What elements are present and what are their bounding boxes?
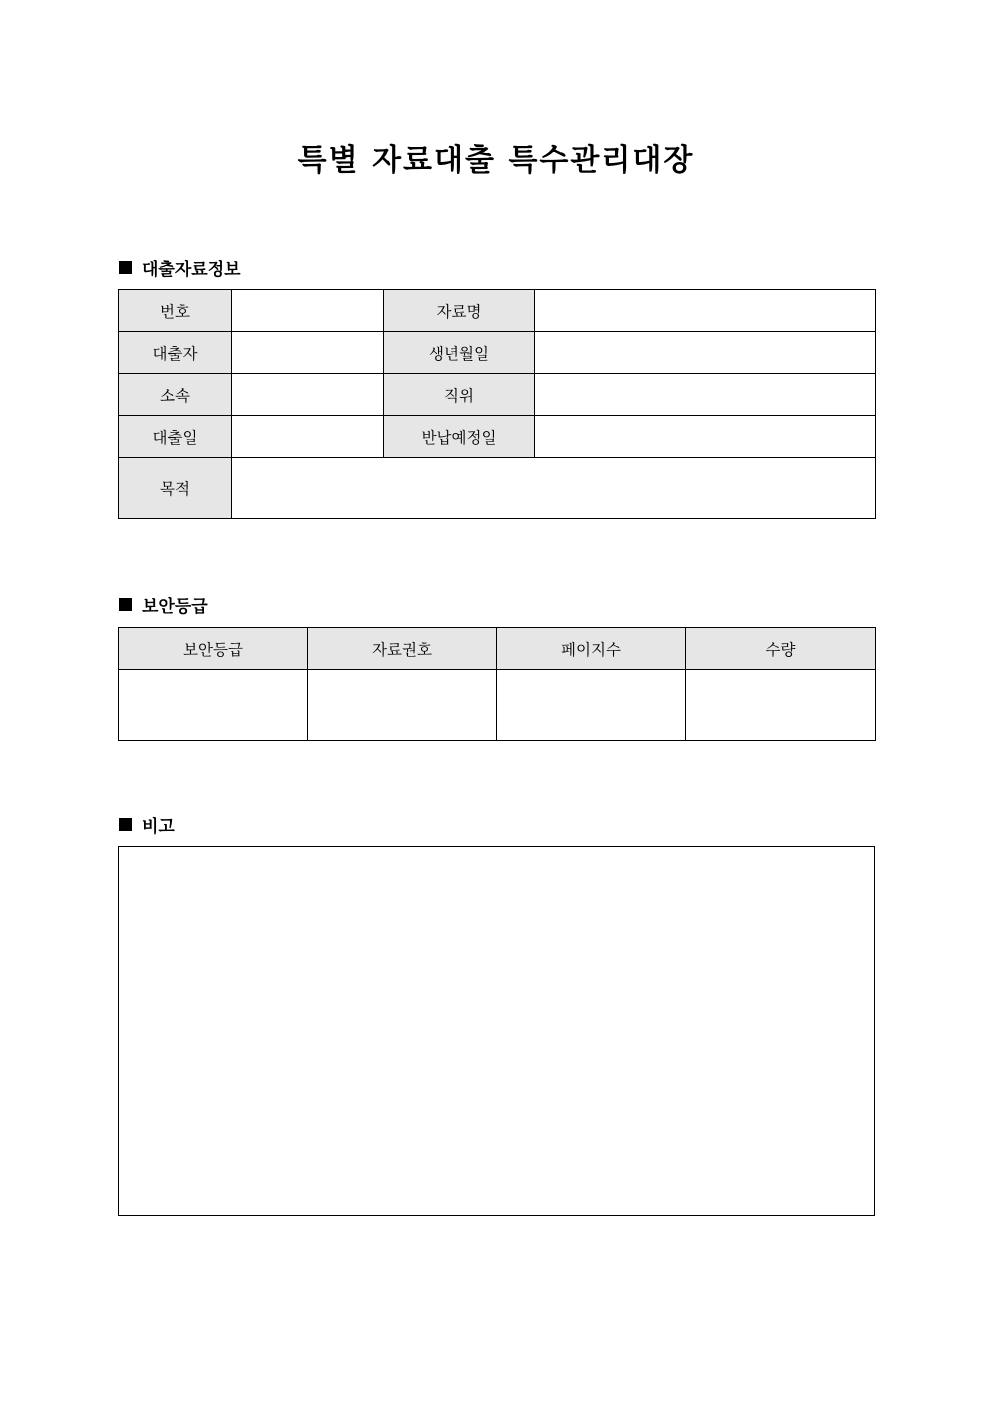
label-number: 번호	[119, 290, 232, 332]
section-heading-label: 대출자료정보	[142, 260, 241, 280]
square-bullet-icon	[119, 598, 132, 611]
section-heading-loan-info	[119, 255, 241, 280]
field-security-grade[interactable]	[119, 670, 308, 741]
label-material-name: 자료명	[384, 290, 535, 332]
square-bullet-icon	[119, 261, 132, 274]
field-borrower[interactable]	[232, 332, 384, 374]
table-row	[119, 332, 876, 374]
column-header-page-count: 페이지수	[497, 628, 686, 670]
column-header-quantity: 수량	[686, 628, 876, 670]
label-purpose: 목적	[119, 458, 232, 519]
page-title: 특별 자료대출 특수관리대장	[297, 143, 695, 178]
field-return-due-date[interactable]	[535, 416, 876, 458]
field-affiliation[interactable]	[232, 374, 384, 416]
field-purpose[interactable]	[232, 458, 876, 519]
column-header-security-grade: 보안등급	[119, 628, 308, 670]
field-volume-number[interactable]	[308, 670, 497, 741]
field-page-count[interactable]	[497, 670, 686, 741]
section-heading-remarks	[119, 812, 175, 837]
label-affiliation: 소속	[119, 374, 232, 416]
label-borrower: 대출자	[119, 332, 232, 374]
remarks-field[interactable]	[118, 846, 875, 1216]
field-number[interactable]	[232, 290, 384, 332]
field-position[interactable]	[535, 374, 876, 416]
table-header-row	[119, 628, 876, 670]
square-bullet-icon	[119, 818, 132, 831]
table-row	[119, 374, 876, 416]
section-heading-label: 보안등급	[142, 597, 208, 617]
label-loan-date: 대출일	[119, 416, 232, 458]
loan-info-table	[118, 289, 876, 519]
table-row	[119, 670, 876, 741]
field-material-name[interactable]	[535, 290, 876, 332]
label-birth-date: 생년월일	[384, 332, 535, 374]
table-row	[119, 416, 876, 458]
field-loan-date[interactable]	[232, 416, 384, 458]
field-birth-date[interactable]	[535, 332, 876, 374]
label-return-due-date: 반납예정일	[384, 416, 535, 458]
security-table	[118, 627, 876, 741]
field-quantity[interactable]	[686, 670, 876, 741]
column-header-volume-number: 자료권호	[308, 628, 497, 670]
table-row	[119, 290, 876, 332]
label-position: 직위	[384, 374, 535, 416]
section-heading-security	[119, 592, 208, 617]
table-row	[119, 458, 876, 519]
section-heading-label: 비고	[142, 817, 175, 837]
